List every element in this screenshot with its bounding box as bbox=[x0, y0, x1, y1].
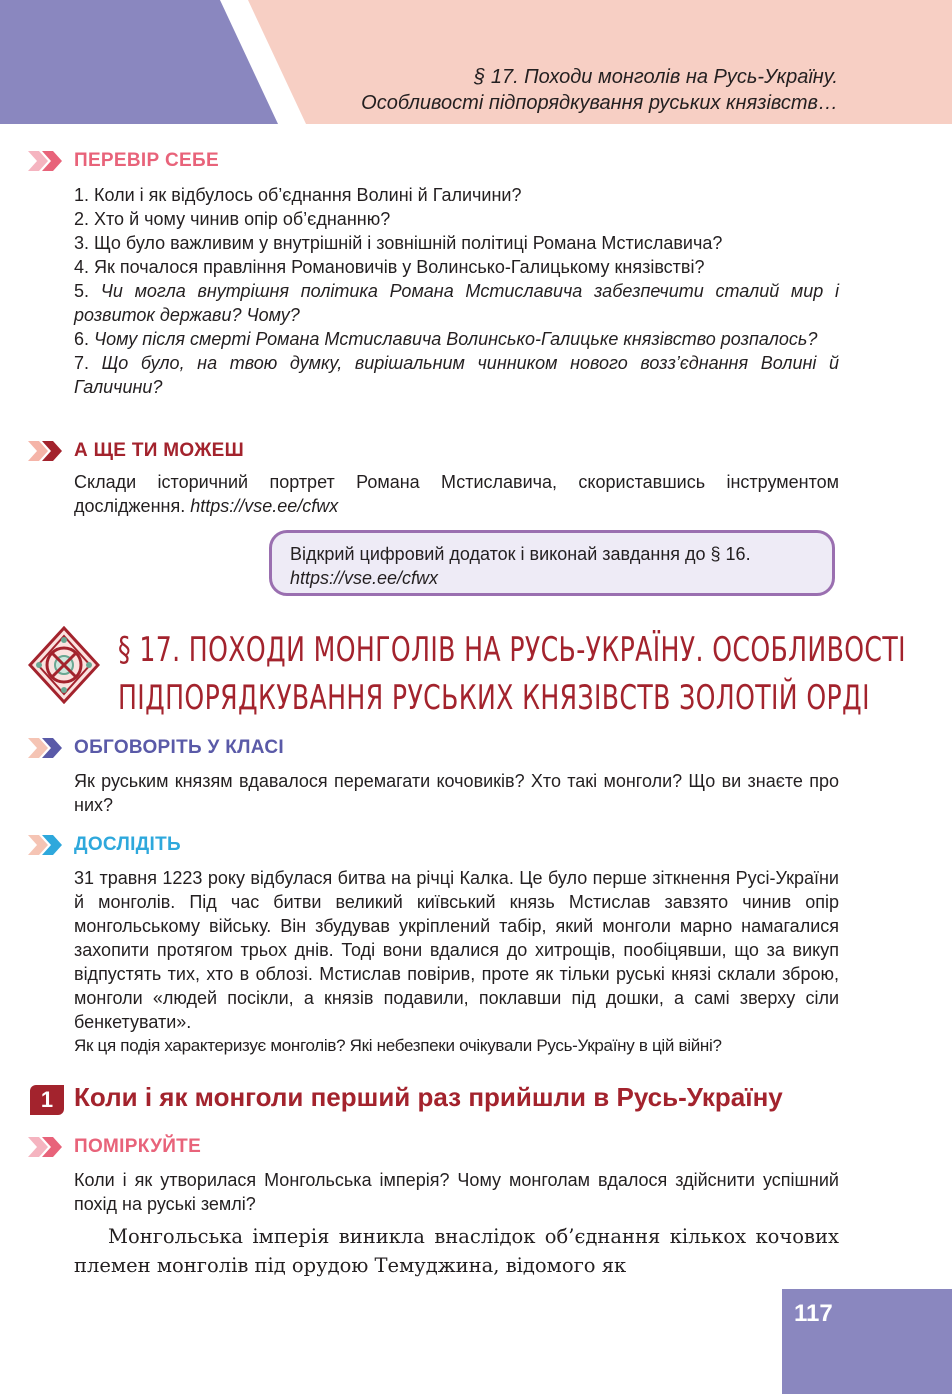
chevron-arrows-icon bbox=[28, 1136, 66, 1158]
question-7-number: 7. bbox=[74, 353, 90, 373]
chevron-arrows-icon bbox=[28, 440, 66, 462]
think-title: ПОМІРКУЙТЕ bbox=[74, 1136, 202, 1157]
question-5-text: Чи могла внутрішня політика Романа Мстиславича забезпечити сталий мир і розвиток держави? Чому? bbox=[74, 281, 839, 325]
check-yourself-heading bbox=[28, 150, 219, 172]
explore-question: Як ця подія характеризує монголів? Які небезпеки очікували Русь-Україну в цій війні? bbox=[74, 1036, 722, 1055]
explore-heading bbox=[28, 834, 181, 856]
check-yourself-title: ПЕРЕВІР СЕБЕ bbox=[74, 150, 219, 171]
question-4: 4. Як почалося правління Романовичів у Волинсько-Галицькому князівстві? bbox=[74, 257, 705, 277]
research-tool-link[interactable]: https://vse.ee/cfwx bbox=[190, 496, 339, 516]
question-7 bbox=[74, 351, 839, 399]
think-heading bbox=[28, 1136, 201, 1158]
question-6-text: Чому після смерті Романа Мстиславича Волинсько-Галицьке князівство розпалось? bbox=[94, 329, 818, 349]
think-text: Коли і як утворилася Монгольська імперія? Чому монголам вдалося здійснити успішний похід на руські землі? bbox=[74, 1170, 839, 1214]
question-6 bbox=[74, 327, 839, 351]
running-header-line2: Особливості підпорядкування руських князівств… bbox=[361, 92, 838, 114]
chevron-arrows-icon bbox=[28, 834, 66, 856]
you-can-also-title: А ЩЕ ТИ МОЖЕШ bbox=[74, 440, 245, 461]
question-6-number: 6. bbox=[74, 329, 90, 349]
you-can-also-heading bbox=[28, 440, 244, 462]
explore-body bbox=[74, 866, 839, 1058]
question-5 bbox=[74, 279, 839, 327]
question-1: 1. Коли і як відбулось об’єднання Волині й Галичини? bbox=[74, 185, 522, 205]
question-5-number: 5. bbox=[74, 281, 90, 301]
chevron-arrows-icon bbox=[28, 737, 66, 759]
discuss-text: Як руським князям вдавалося перемагати кочовиків? Хто такі монголи? Що ви знаєте про них? bbox=[74, 771, 839, 815]
subsection-title: Коли і як монголи перший раз прийшли в Русь-Україну bbox=[74, 1082, 783, 1112]
question-3: 3. Що було важливим у внутрішній і зовнішній політиці Романа Мстиславича? bbox=[74, 233, 723, 253]
question-7-text: Що було, на твою думку, вирішальним чинником нового возз’єднання Волині й Галичини? bbox=[74, 353, 839, 397]
digital-app-callout bbox=[269, 530, 835, 596]
running-header-line1: § 17. Походи монголів на Русь-Україну. bbox=[474, 66, 838, 88]
subsection-number-badge: 1 bbox=[30, 1085, 64, 1115]
check-yourself-questions bbox=[74, 183, 839, 399]
page-number: 117 bbox=[794, 1300, 833, 1327]
digital-app-text: Відкрий цифровий додаток і виконай завдання до § 16. bbox=[290, 544, 751, 564]
discuss-heading bbox=[28, 737, 284, 759]
you-can-also-body bbox=[74, 470, 839, 518]
celtic-knot-ornament-icon bbox=[28, 626, 100, 704]
paragraph-title-line2: ПІДПОРЯДКУВАННЯ РУСЬКИХ КНЯЗІВСТВ ЗОЛОТІЙ ОРДІ bbox=[118, 678, 870, 718]
main-text bbox=[74, 1222, 839, 1280]
discuss-title: ОБГОВОРІТЬ У КЛАСІ bbox=[74, 737, 284, 758]
question-2: 2. Хто й чому чинив опір об’єднанню? bbox=[74, 209, 391, 229]
explore-title: ДОСЛІДІТЬ bbox=[74, 834, 181, 855]
you-can-also-text: Склади історичний портрет Романа Мстиславича, скориставшись інструментом дослідження. bbox=[74, 472, 839, 516]
paragraph-title bbox=[118, 626, 906, 722]
explore-text: 31 травня 1223 року відбулася битва на річці Калка. Це було перше зіткнення Русі-України й монголів. Під час битви великий київський князь Мстислав завзято чинив опір монгольському війську. Він збудував укріплений табір, який монголи марно намагалися захопити протягом трьох днів. Тоді вони вдалися до хитрощів, пообіцявши, що за викуп відпустять тих, хто в облозі. Мстислав повірив, проте як тільки руські князі склали зброю, монголи «людей посікли, а князів подавили, поклавши під дошки, а самі зверху сіли бенкетувати». bbox=[74, 868, 839, 1032]
paragraph-title-line1: § 17. ПОХОДИ МОНГОЛІВ НА РУСЬ-УКРАЇНУ. ОСОБЛИВОСТІ bbox=[118, 630, 906, 670]
running-header bbox=[361, 64, 838, 116]
digital-app-link[interactable]: https://vse.ee/cfwx bbox=[290, 568, 439, 588]
main-text-paragraph: Монгольська імперія виникла внаслідок об’єднання кількох кочових племен монголів під орудою Темуджина, відомого як bbox=[74, 1225, 839, 1277]
chevron-arrows-icon bbox=[28, 150, 66, 172]
